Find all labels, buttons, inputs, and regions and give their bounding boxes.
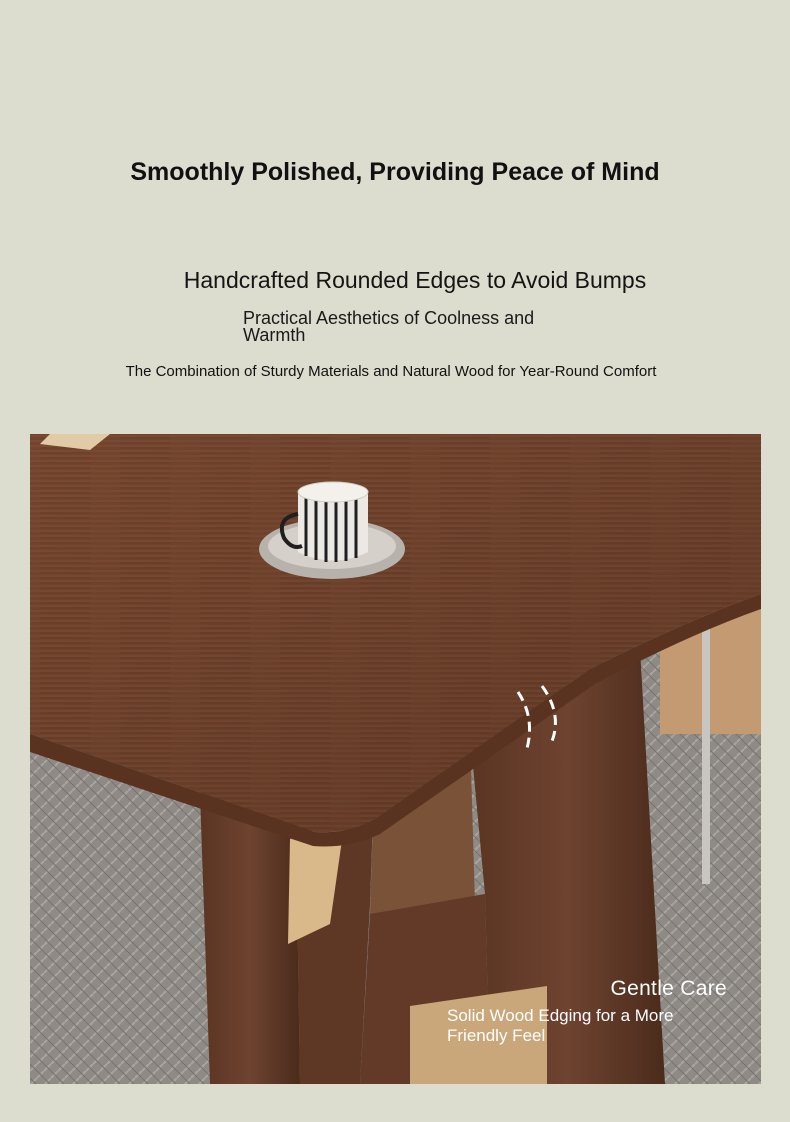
caption-title: Gentle Care [610,977,727,1000]
chair-leg [702,614,710,884]
tagline: Practical Aesthetics of Coolness and Warmth [243,308,535,345]
product-photo [30,434,761,1084]
caption-text: Solid Wood Edging for a More Friendly Feel [447,1006,674,1045]
description: The Combination of Sturdy Materials and Natural Wood for Year-Round Comfort [125,363,657,380]
page-headline: Smoothly Polished, Providing Peace of Mind [130,158,660,186]
subheading: Handcrafted Rounded Edges to Avoid Bumps [183,267,647,293]
